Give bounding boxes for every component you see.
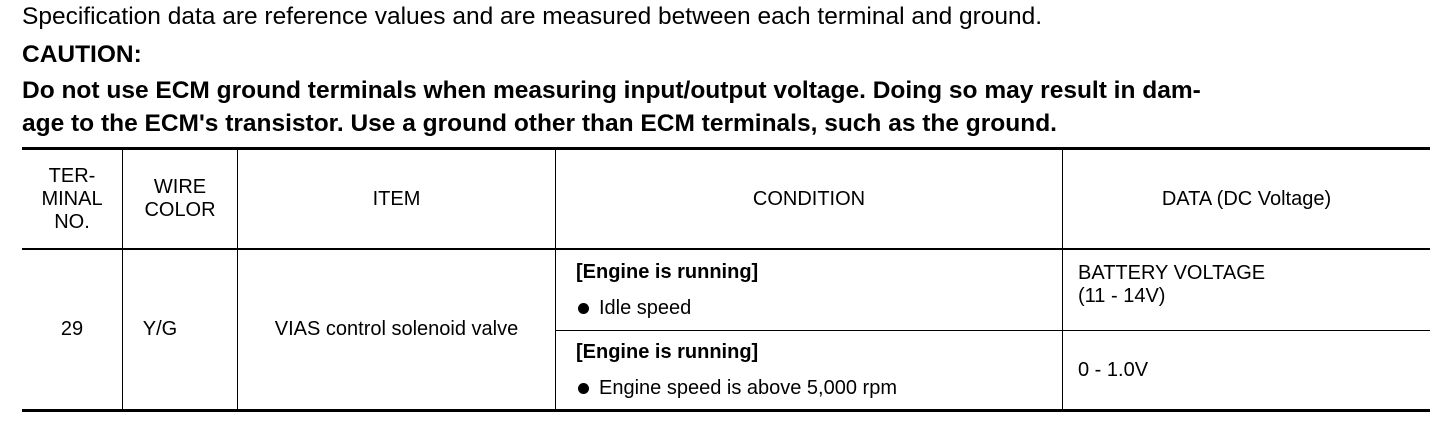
item-name: VIAS control solenoid valve	[274, 318, 519, 340]
condition-high-rpm	[556, 331, 1062, 409]
header-terminal-line: NO.	[54, 210, 90, 233]
header-terminal-line: MINAL	[41, 187, 103, 210]
header-wire-line: COLOR	[144, 199, 216, 221]
data-value: BATTERY VOLTAGE	[1078, 262, 1266, 284]
header-condition: CONDITION	[752, 187, 866, 210]
bullet-icon	[578, 303, 589, 314]
caution-line-1: Do not use ECM ground terminals when measuring input/output voltage. Doing so may result in dam-	[22, 77, 1201, 104]
caution-heading: CAUTION:	[22, 41, 142, 68]
header-data: DATA (DC Voltage)	[1161, 187, 1332, 210]
caution-text	[22, 74, 1430, 140]
header-terminal-line: TER-	[48, 164, 96, 187]
wire-color: Y/G	[142, 318, 178, 340]
condition-detail-text: Idle speed	[599, 296, 692, 319]
condition-idle	[556, 250, 1062, 330]
table-bottom-rule	[22, 409, 1430, 412]
data-high-rpm: 0 - 1.0V	[1078, 358, 1149, 381]
bullet-icon	[578, 383, 589, 394]
condition-title: [Engine is running]	[576, 260, 759, 283]
data-value-range: (11 - 14V)	[1078, 285, 1166, 307]
condition-detail	[576, 297, 691, 320]
header-wire-color	[123, 150, 237, 248]
terminal-spec-table	[22, 147, 1430, 412]
intro-text: Specification data are reference values and are measured between each terminal and ground.	[22, 3, 1043, 30]
header-item: ITEM	[372, 187, 421, 210]
condition-detail-text: Engine speed is above 5,000 rpm	[599, 376, 897, 399]
condition-title: [Engine is running]	[576, 340, 759, 363]
header-terminal-no	[22, 150, 122, 248]
condition-detail	[576, 377, 897, 400]
terminal-number: 29	[60, 318, 84, 340]
caution-line-2: age to the ECM's transistor. Use a ground other than ECM terminals, such as the ground.	[22, 110, 1057, 137]
header-wire-line: WIRE	[153, 176, 207, 198]
data-idle	[1063, 250, 1430, 330]
